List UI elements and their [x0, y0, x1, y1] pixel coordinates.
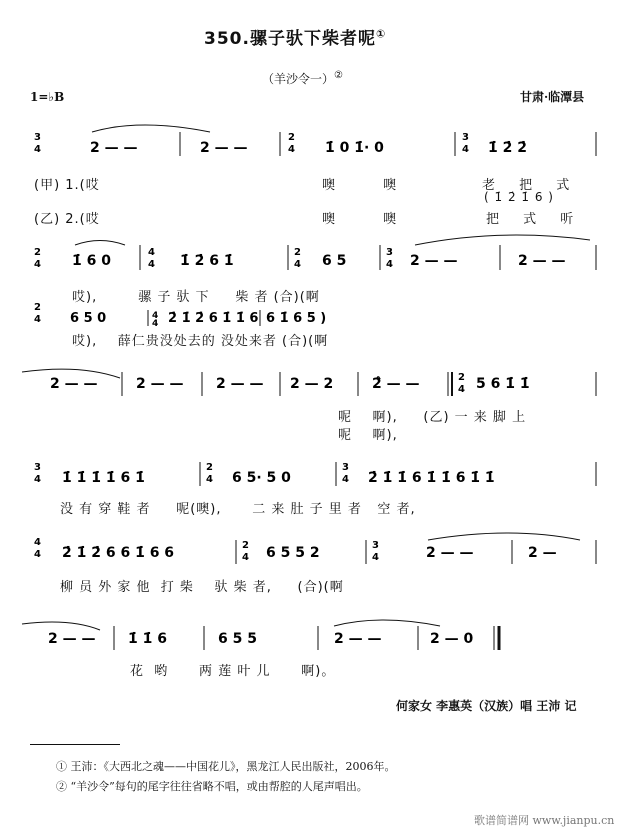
lyric-row6: 花 哟 两 莲 叶 儿 啊)。 [130, 664, 336, 679]
staff-row-2 [34, 235, 596, 270]
svg-text:2 — 2: 2 — 2 [290, 376, 334, 392]
svg-text:4: 4 [288, 144, 295, 155]
svg-text:2 — —: 2 — — [48, 631, 96, 647]
lyric-row1-a-2: 老 把 式 [482, 178, 571, 193]
svg-text:6 5 5: 6 5 5 [218, 631, 257, 647]
svg-text:2 — —: 2 — — [518, 253, 566, 269]
svg-text:4: 4 [34, 549, 41, 560]
svg-text:1̇ 0 1̇· 0: 1̇ 0 1̇· 0 [325, 140, 384, 156]
staff-row-2b [34, 302, 326, 329]
key-signature: 1=♭B [30, 90, 65, 104]
lyric-row2-b: 哎), 薛仁贵没处去的 没处来者 (合)(啊 [72, 334, 329, 349]
lyric-row4: 没 有 穿 鞋 者 呢(噢), 二 来 肚 子 里 者 空 者, [60, 502, 416, 517]
svg-text:1̇ 1̇ 1̇ 1̇ 6 1̇: 1̇ 1̇ 1̇ 1̇ 6 1̇ [62, 470, 145, 486]
svg-text:4: 4 [152, 311, 159, 321]
staff-row-5 [34, 533, 596, 564]
lyric-row1-a-1: 噢 噢 [322, 178, 398, 193]
svg-text:4: 4 [34, 537, 41, 548]
svg-text:4: 4 [148, 247, 155, 258]
svg-text:3: 3 [462, 132, 469, 143]
svg-text:2̇ 1̇ 2̇ 6 1̇ 1̇ 6: 2̇ 1̇ 2̇ 6 1̇ 1̇ 6 [168, 311, 259, 326]
svg-text:4: 4 [342, 474, 349, 485]
svg-text:4: 4 [458, 384, 465, 395]
svg-text:6 1̇ 6 5 ): 6 1̇ 6 5 ) [266, 311, 327, 326]
svg-text:4: 4 [206, 474, 213, 485]
lyric-row1-paren: ( 1̇ 2̇ 1̇ 6 ) [484, 190, 554, 204]
svg-text:6 5· 5 0: 6 5· 5 0 [232, 470, 291, 486]
svg-text:4: 4 [294, 259, 301, 270]
svg-text:2 — —: 2 — — [200, 140, 248, 156]
lyric-row1-b-label: (乙) 2.(哎 [34, 212, 100, 227]
svg-text:2 — —: 2 — — [136, 376, 184, 392]
svg-text:6 5 5 2: 6 5 5 2 [266, 545, 320, 561]
svg-text:2: 2 [34, 302, 41, 313]
svg-text:6 5: 6 5 [322, 253, 347, 269]
performer-credits: 何家女 李惠英（汉族）唱 王沛 记 [396, 699, 577, 713]
lyric-row5: 柳 员 外 家 他 打 柴 驮 柴 者, (合)(啊 [60, 580, 344, 595]
staff-row-4 [34, 462, 596, 486]
footnote-1: ① 王沛：《大西北之魂——中国花儿》，黑龙江人民出版社，2006年。 [56, 760, 396, 773]
svg-text:4: 4 [152, 319, 159, 329]
lyric-row1-b-1: 噢 噢 [322, 212, 398, 227]
svg-text:2 — —: 2 — — [334, 631, 382, 647]
staff-row-1 [34, 125, 596, 156]
staff-row-6 [22, 620, 499, 650]
svg-text:4: 4 [148, 259, 155, 270]
svg-text:4: 4 [34, 144, 41, 155]
svg-text:1̇ 2̇ 2̇: 1̇ 2̇ 2̇ [488, 140, 527, 156]
svg-text:2 — —: 2 — — [410, 253, 458, 269]
lyric-row3-b: 呢 啊), [338, 428, 398, 443]
svg-text:2: 2 [206, 462, 213, 473]
svg-text:4: 4 [34, 314, 41, 325]
svg-text:2̇ 1̇ 2̇ 6 6 1̇ 6 6: 2̇ 1̇ 2̇ 6 6 1̇ 6 6 [62, 545, 175, 561]
svg-text:2: 2 [294, 247, 301, 258]
region-label: 甘肃·临潭县 [520, 90, 585, 104]
svg-text:3: 3 [342, 462, 349, 473]
svg-text:4: 4 [372, 552, 379, 563]
footnote-2: ② “羊沙令”每句的尾字往往省略不唱，或由帮腔的人尾声唱出。 [56, 780, 368, 793]
svg-text:2 — —: 2 — — [426, 545, 474, 561]
watermark: 歌谱简谱网 www.jianpu.cn [474, 814, 615, 827]
svg-text:6 5 0: 6 5 0 [70, 311, 107, 326]
title-footnote-mark: ① [375, 27, 387, 41]
lyric-row1-a-label: (甲) 1.(哎 [34, 178, 100, 193]
title-text: 350.骡子驮下柴者呢 [204, 29, 376, 49]
svg-text:2: 2 [288, 132, 295, 143]
svg-text:4: 4 [34, 474, 41, 485]
svg-text:2 —: 2 — [528, 545, 557, 561]
lyric-row1-b-2: 把 式 听 [486, 212, 575, 227]
svg-text:2: 2 [34, 247, 41, 258]
svg-text:2 — 0: 2 — 0 [430, 631, 474, 647]
svg-text:2: 2 [458, 372, 465, 383]
svg-text:3: 3 [386, 247, 393, 258]
svg-text:1̇ 2̇ 6 1̇: 1̇ 2̇ 6 1̇ [180, 253, 234, 269]
svg-text:2: 2 [242, 540, 249, 551]
lyric-row3-a: 呢 啊), (乙) 一 来 脚 上 [338, 410, 527, 425]
svg-text:2 — —: 2 — — [216, 376, 264, 392]
svg-text:2̂ — —: 2̂ — — [372, 376, 420, 392]
svg-text:3: 3 [34, 462, 41, 473]
svg-text:4: 4 [386, 259, 393, 270]
svg-text:4: 4 [34, 259, 41, 270]
svg-text:2̇ 1̇ 1̇ 6 1̇ 1̇ 6 1̇ 1̇: 2̇ 1̇ 1̇ 6 1̇ 1̇ 6 1̇ 1̇ [368, 470, 495, 486]
svg-text:5 6 1̇ 1̇: 5 6 1̇ 1̇ [476, 376, 530, 392]
svg-text:2 — —: 2 — — [50, 376, 98, 392]
svg-text:2 — —: 2 — — [90, 140, 138, 156]
svg-text:1̇ 6 0: 1̇ 6 0 [72, 253, 111, 269]
staff-row-3 [22, 369, 596, 396]
subtitle-footnote-mark: ② [334, 70, 343, 81]
svg-text:4: 4 [462, 144, 469, 155]
subtitle-text: （羊沙令一） [262, 72, 335, 86]
svg-text:3: 3 [372, 540, 379, 551]
svg-text:4: 4 [242, 552, 249, 563]
svg-text:3: 3 [34, 132, 41, 143]
footnote-divider [30, 744, 120, 745]
lyric-row2-a: 哎), 骡 子 驮 下 柴 者 (合)(啊 [72, 290, 320, 305]
svg-text:1̇ 1̇ 6: 1̇ 1̇ 6 [128, 631, 167, 647]
